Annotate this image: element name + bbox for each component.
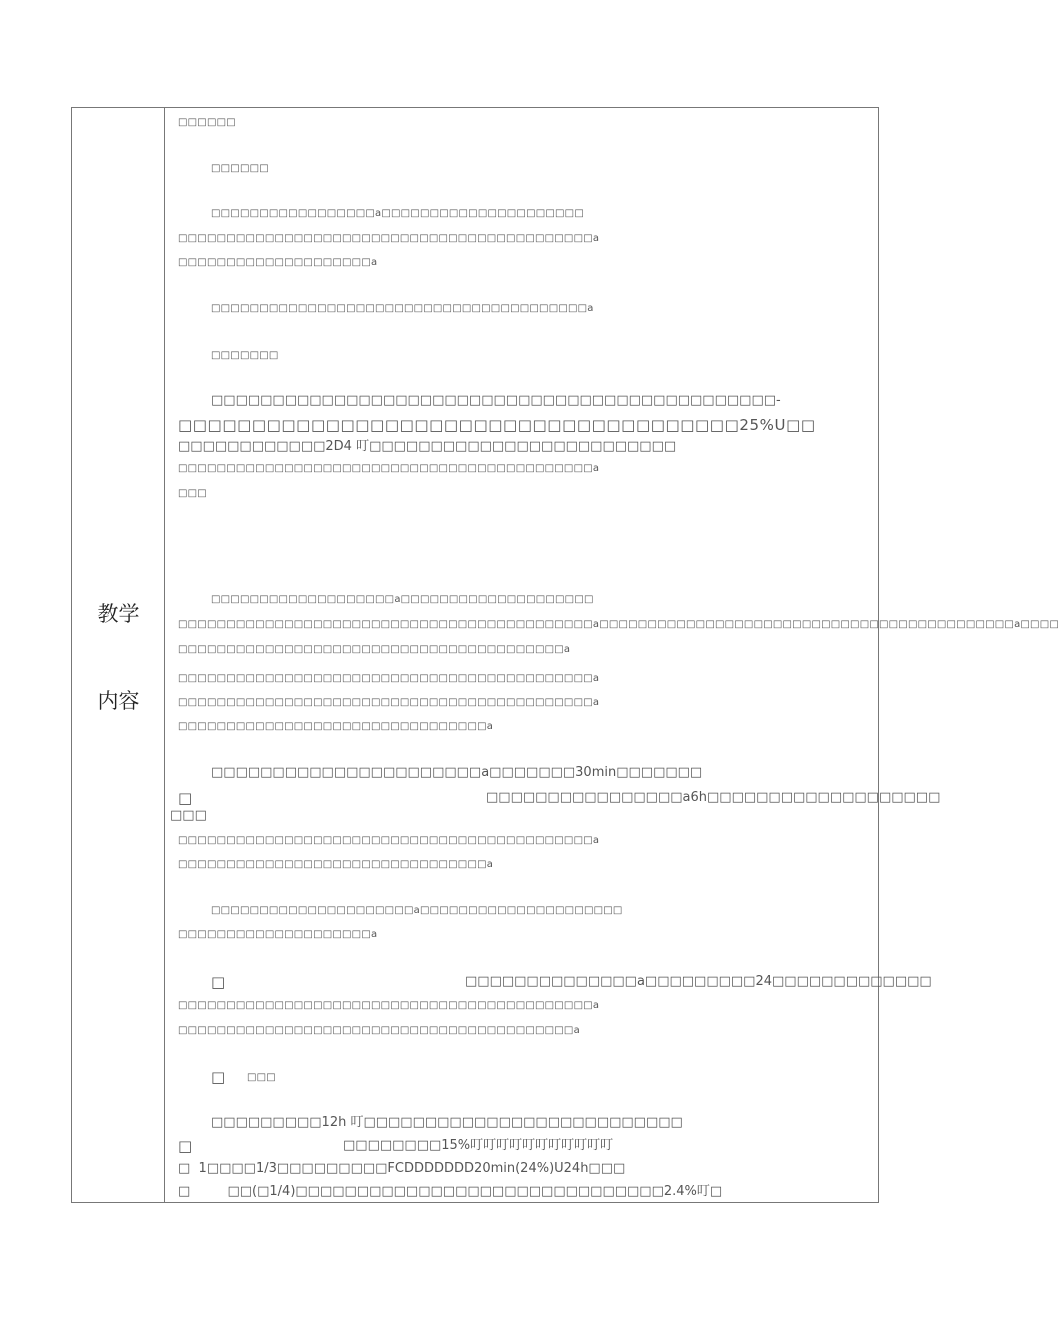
text-line: □: [211, 1068, 226, 1086]
row-label-line1: 教学: [97, 602, 140, 626]
text-line: □□□□□□□□□□□□□□□□□□□□□□a□□□□□□□30min□□□□□□□: [211, 765, 703, 780]
text-line: □: [178, 789, 193, 807]
text-line: □□□□□□□□□□□□□□□□□□□□□□□□□□□□□□□□□□□□□□25%U□□: [178, 416, 816, 434]
text-line: □□□□□□□□□□□□□□a□□□□□□□□□24□□□□□□□□□□□□□: [465, 974, 932, 989]
text-line: □□□□□□: [211, 163, 269, 174]
text-line: □□□□□□□□□□□□□□□□□□□□□□□□□□□□□□□□□□□□□□□□□□□□□□-: [211, 393, 781, 408]
text-line: □□□□□□□□□□□□□□□□□□□□□□□□□□□□□□□□□□□□□□□□□□□a: [178, 1000, 600, 1011]
text-line: □: [178, 1137, 193, 1155]
text-line: □□□□□□□□□□□□□□□□□□□□□□□□□□□□□□□□□□□□□□□□□a: [178, 1025, 580, 1036]
text-line: □□□□□□□□□□□□□□□□□□□□□□□□□□□□□□□□□□□□□□□a: [211, 303, 594, 314]
text-line: □□□□□□□□□□□□□□□□□□□□a: [178, 257, 378, 268]
text-line: □□□□□□□□□□□□□□□□□□□□□□□□□□□□□□□□□□□□□□□□□□□a: [178, 673, 600, 684]
text-line: □□□□□□□□□□□□□□□□□□□□□a□□□□□□□□□□□□□□□□□□□□□: [211, 905, 623, 916]
text-line: □□□□□□□□□□□□□□□□□□□a□□□□□□□□□□□□□□□□□□□□: [211, 594, 594, 605]
text-line: □□□□□□□□□□□□□□□□□□□□□□□□□□□□□□□□a: [178, 721, 494, 732]
text-line: □□□□□□□□□□□□□□□□□□□□□□□□□□□□□□□□□□□□□□□□□□□a: [178, 697, 600, 708]
text-line: □□□□□□□□□12h 叮□□□□□□□□□□□□□□□□□□□□□□□□□□: [211, 1115, 683, 1130]
text-line: □□□□□□: [178, 117, 236, 128]
text-line: □□□□□□□□□□□□□□□□□□□□□□□□□□□□□□□□□□□□□□□□a: [178, 644, 571, 655]
text-line: □□□□□□□□□□□□□□□□□□□□□□□□□□□□□□□□a: [178, 859, 494, 870]
text-line: □□□□□□□□□□□□□□□□□a□□□□□□□□□□□□□□□□□□□□□: [211, 208, 584, 219]
text-line: □ 1□□□□1/3□□□□□□□□□FCDDDDDDD20min(24%)U24h□□□: [178, 1161, 626, 1176]
text-line: □□□□□□□□15%叮叮叮叮叮叮叮叮叮叮叮: [343, 1138, 614, 1153]
text-line: □□□□□□□: [211, 350, 279, 361]
text-line: □□□□□□□□□□□□□□□□□□□□□□□□□□□□□□□□□□□□□□□□□□□a: [178, 835, 600, 846]
text-line: □□□: [170, 808, 207, 823]
text-line: □□□□□□□□□□□□□□□□□□□□□□□□□□□□□□□□□□□□□□□□□□□a□□□□□□□□□□□□□□□□□□□□□□□□□□□□□□□□□□□□□□□□□□□a□□□□: [178, 619, 1059, 630]
text-line: □□□: [247, 1072, 276, 1083]
text-line: □□□□□□□□□□□□□□□□□□□□□□□□□□□□□□□□□□□□□□□□□□□a: [178, 463, 600, 474]
text-line: □□□□□□□□□□□□□□□□a6h□□□□□□□□□□□□□□□□□□□: [486, 790, 941, 805]
row-label-line2: 内容: [97, 689, 140, 713]
text-line: □ □□(□1/4)□□□□□□□□□□□□□□□□□□□□□□□□□□□□□□2.4%叮□: [178, 1184, 723, 1199]
text-line: □□□□□□□□□□□□2D4 叮□□□□□□□□□□□□□□□□□□□□□□□□□: [178, 439, 677, 454]
text-line: □□□: [178, 488, 207, 499]
text-line: □□□□□□□□□□□□□□□□□□□□□□□□□□□□□□□□□□□□□□□□□□□a: [178, 233, 600, 244]
content-table: [71, 107, 879, 1203]
text-line: □: [211, 973, 226, 991]
row-label-cell: [72, 108, 165, 1202]
text-line: □□□□□□□□□□□□□□□□□□□□a: [178, 929, 378, 940]
